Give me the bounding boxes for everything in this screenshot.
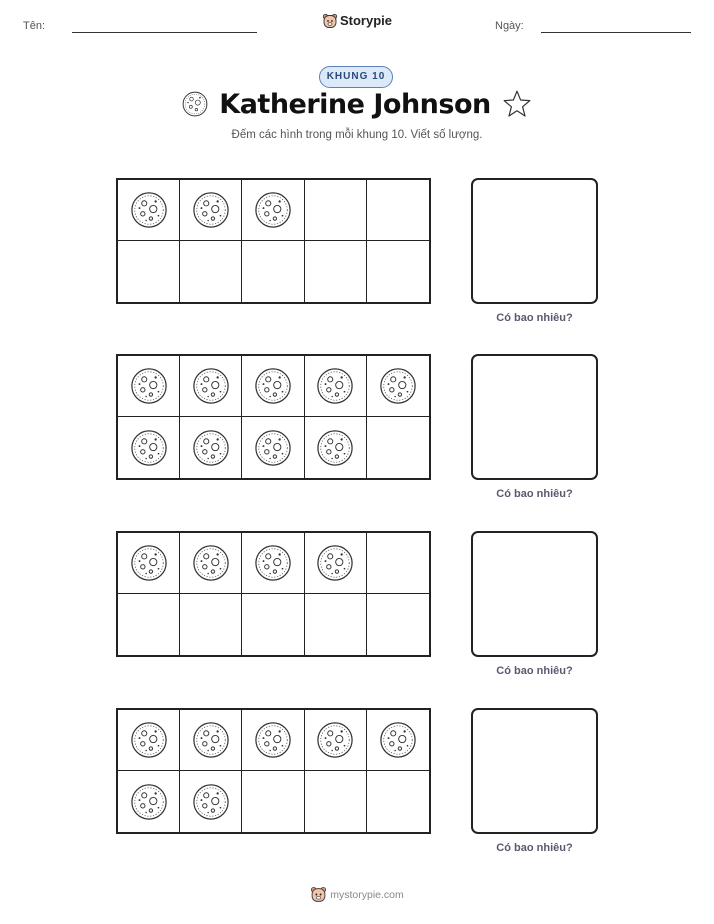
ten-frame-cell — [305, 771, 367, 832]
date-label: Ngày: — [495, 20, 524, 32]
bear-logo-icon — [322, 13, 338, 29]
star-icon — [501, 88, 533, 120]
ten-frame-cell — [118, 771, 180, 832]
moon-icon — [130, 544, 168, 582]
moon-icon — [192, 721, 230, 759]
answer-box[interactable] — [471, 531, 598, 657]
moon-icon — [379, 367, 417, 405]
answer-box[interactable] — [471, 178, 598, 304]
ten-frame-cell — [118, 356, 180, 417]
ten-frame-cell — [180, 771, 242, 832]
moon-icon — [130, 429, 168, 467]
ten-frame-cell — [367, 241, 429, 302]
ten-frame-cell — [367, 533, 429, 594]
ten-frame-cell — [180, 356, 242, 417]
count-prompt: Có bao nhiêu? — [496, 842, 573, 854]
ten-frame — [116, 354, 431, 480]
ten-frame-cell — [242, 356, 304, 417]
worksheet-type-badge: KHUNG 10 — [319, 66, 393, 88]
ten-frame-cell — [242, 594, 304, 655]
moon-icon — [254, 429, 292, 467]
ten-frame-cell — [118, 710, 180, 771]
moon-icon — [316, 429, 354, 467]
moon-icon — [254, 367, 292, 405]
moon-icon — [192, 191, 230, 229]
ten-frame-cell — [367, 417, 429, 478]
moon-icon — [316, 367, 354, 405]
moon-icon — [192, 544, 230, 582]
moon-icon — [254, 544, 292, 582]
ten-frame-cell — [180, 533, 242, 594]
ten-frame-cell — [367, 594, 429, 655]
ten-frame-cell — [180, 241, 242, 302]
moon-icon — [130, 783, 168, 821]
moon-icon — [254, 191, 292, 229]
ten-frame-cell — [118, 417, 180, 478]
moon-icon — [130, 367, 168, 405]
moon-icon — [316, 721, 354, 759]
ten-frame-cell — [242, 771, 304, 832]
moon-icon — [130, 191, 168, 229]
ten-frame-cell — [242, 417, 304, 478]
ten-frame-cell — [242, 241, 304, 302]
moon-icon — [192, 429, 230, 467]
ten-frame — [116, 178, 431, 304]
ten-frame-cell — [118, 241, 180, 302]
ten-frame — [116, 708, 431, 834]
ten-frame-cell — [118, 180, 180, 241]
moon-icon — [316, 544, 354, 582]
ten-frame-cell — [305, 417, 367, 478]
ten-frame-cell — [242, 180, 304, 241]
page-title: Katherine Johnson — [219, 88, 491, 120]
name-field-line[interactable] — [72, 32, 257, 33]
ten-frame-cell — [305, 241, 367, 302]
count-prompt: Có bao nhiêu? — [496, 312, 573, 324]
footer-url: mystorypie.com — [330, 889, 404, 901]
instructions: Đếm các hình trong mỗi khung 10. Viết số lượng. — [231, 129, 483, 141]
ten-frame-cell — [180, 180, 242, 241]
count-prompt: Có bao nhiêu? — [496, 488, 573, 500]
ten-frame-cell — [118, 533, 180, 594]
ten-frame — [116, 531, 431, 657]
ten-frame-cell — [242, 710, 304, 771]
ten-frame-cell — [305, 710, 367, 771]
ten-frame-cell — [305, 180, 367, 241]
ten-frame-cell — [242, 533, 304, 594]
answer-box[interactable] — [471, 708, 598, 834]
ten-frame-cell — [367, 710, 429, 771]
moon-icon — [192, 783, 230, 821]
bear-logo-icon — [310, 886, 327, 903]
answer-box[interactable] — [471, 354, 598, 480]
brand-logo — [0, 13, 714, 29]
ten-frame-cell — [305, 533, 367, 594]
footer — [0, 886, 714, 903]
moon-icon — [192, 367, 230, 405]
ten-frame-cell — [180, 710, 242, 771]
ten-frame-cell — [180, 417, 242, 478]
moon-icon — [379, 721, 417, 759]
brand-name: Storypie — [339, 13, 392, 28]
ten-frame-cell — [367, 356, 429, 417]
title-row — [0, 88, 714, 128]
ten-frame-cell — [118, 594, 180, 655]
count-prompt: Có bao nhiêu? — [496, 665, 573, 677]
ten-frame-cell — [305, 594, 367, 655]
ten-frame-cell — [367, 180, 429, 241]
date-field-line[interactable] — [541, 32, 691, 33]
name-label: Tên: — [23, 20, 46, 32]
ten-frame-cell — [180, 594, 242, 655]
moon-icon — [130, 721, 168, 759]
ten-frame-cell — [367, 771, 429, 832]
moon-icon — [181, 90, 209, 118]
ten-frame-cell — [305, 356, 367, 417]
moon-icon — [254, 721, 292, 759]
